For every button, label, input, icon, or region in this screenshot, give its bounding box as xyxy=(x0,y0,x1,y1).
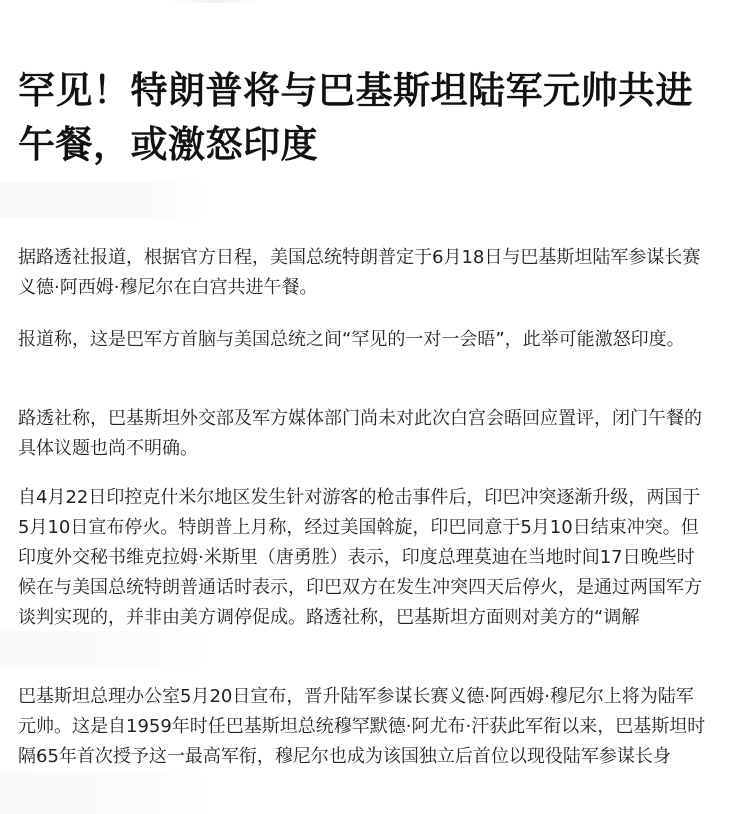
paragraph: 据路透社报道，根据官方日程，美国总统特朗普定于6月18日与巴基斯坦陆军参谋长赛义德·阿西姆·穆尼尔在白宫共进午餐。 xyxy=(18,247,701,298)
paragraph: 路透社称，巴基斯坦外交部及军方媒体部门尚未对此次白宫会晤回应置评，闭门午餐的具体议题也尚不明确。 xyxy=(18,408,702,459)
meta-placeholder xyxy=(0,182,210,218)
content-placeholder xyxy=(0,631,210,667)
paragraph: 自4月22日印控克什米尔地区发生针对游客的枪击事件后，印巴冲突逐渐升级，两国于5月10日宣布停火。特朗普上月称，经过美国斡旋，印巴同意于5月10日结束冲突。但印度外交秘书维克拉姆·米斯里（唐勇胜）表示，印度总理莫迪在当地时间17日晚些时候在与美国总统特朗普通话时表示，印巴双方在发生冲突四天后停火，是通过两国军方谈判实现的，并非由美方调停促成。路透社称，巴基斯坦方面则对美方的“调解 xyxy=(18,487,702,628)
paragraph: 巴基斯坦总理办公室5月20日宣布，晋升陆军参谋长赛义德·阿西姆·穆尼尔上将为陆军元帅。这是自1959年时任巴基斯坦总统穆罕默德·阿尤布·汗获此军衔以来，巴基斯坦时隔65年首次授予这一最高军衔，穆尼尔也成为该国独立后首位以现役陆军参谋长身 xyxy=(18,686,706,767)
article-title: 罕见！特朗普将与巴基斯坦陆军元帅共进午餐，或激怒印度 xyxy=(18,69,693,166)
paragraph: 报道称，这是巴军方首脑与美国总统之间“罕见的一对一会晤”，此举可能激怒印度。 xyxy=(18,329,685,350)
top-divider xyxy=(170,0,260,3)
content-placeholder xyxy=(0,772,210,814)
